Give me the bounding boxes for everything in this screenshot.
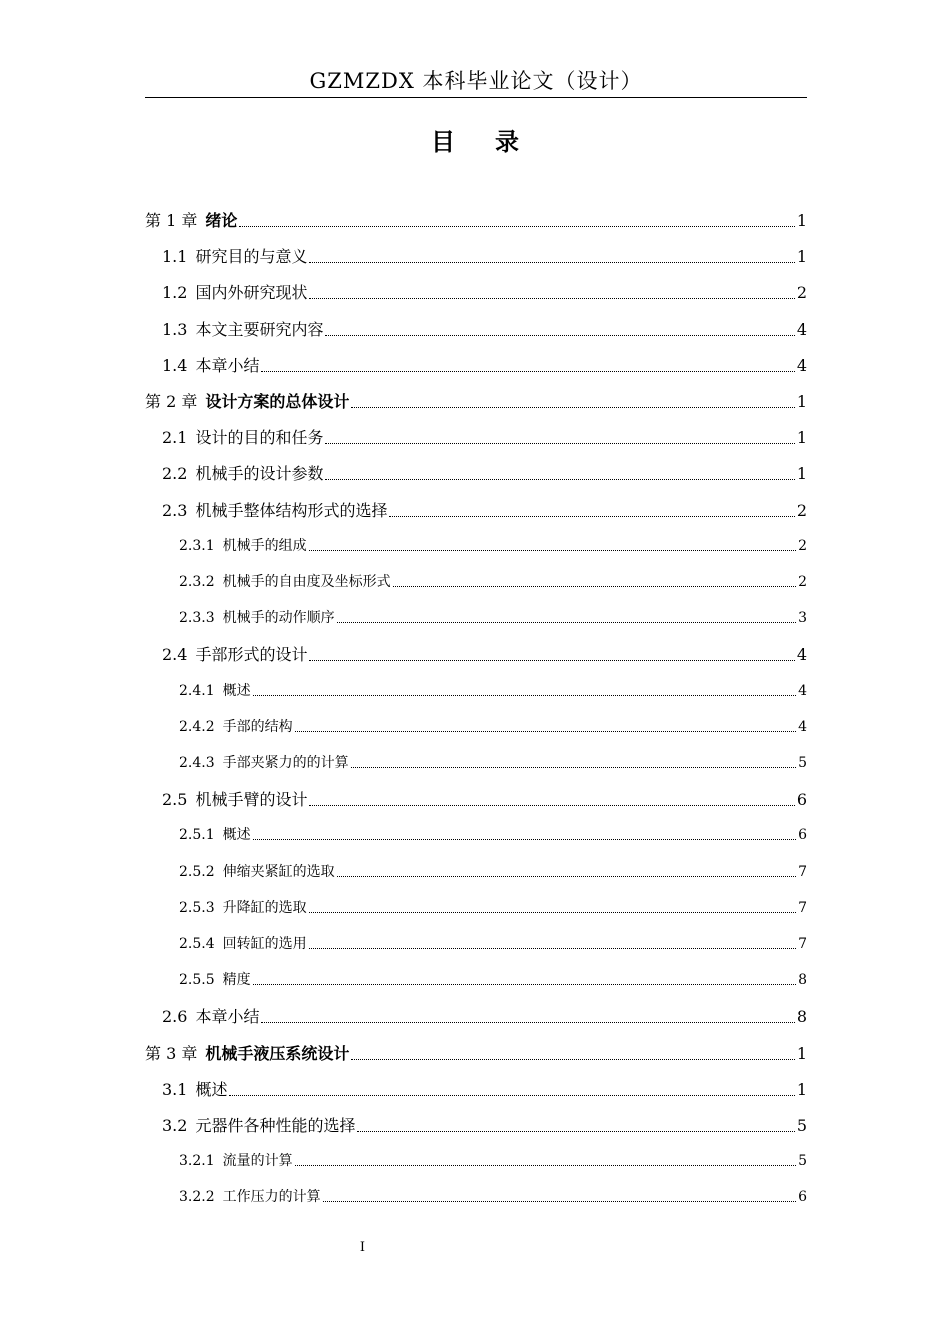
toc-entry[interactable] <box>145 898 807 918</box>
toc-entry-label: 机械手液压系统设计 <box>205 1043 350 1063</box>
toc-entry-label: 国内外研究现状 <box>195 283 308 303</box>
toc-entry-page: 8 <box>798 972 807 989</box>
dot-leader <box>351 1059 794 1060</box>
toc-entry-page: 5 <box>796 1116 807 1135</box>
dot-leader <box>309 912 796 913</box>
dot-leader <box>309 298 794 299</box>
toc-entry-number: 2.5.1 <box>179 827 215 844</box>
toc-entry-label: 机械手的设计参数 <box>195 464 324 484</box>
toc-entry-page: 7 <box>798 936 807 952</box>
toc-entry-page: 2 <box>798 574 807 590</box>
toc-entry-label: 本章小结 <box>195 1007 260 1027</box>
toc-entry-page: 1 <box>796 464 807 484</box>
toc-entry[interactable] <box>145 246 807 268</box>
toc-entry[interactable] <box>145 500 807 522</box>
dot-leader <box>337 876 796 877</box>
toc-entry-page: 7 <box>798 863 807 880</box>
dot-leader <box>309 660 794 661</box>
toc-entry-page: 6 <box>798 827 807 844</box>
toc-entry-page: 8 <box>796 1007 807 1027</box>
page-number: I <box>359 1240 366 1255</box>
dot-leader <box>309 262 794 263</box>
dot-leader <box>295 1165 796 1166</box>
dot-leader <box>309 805 794 806</box>
toc-entry-label: 本文主要研究内容 <box>195 319 324 339</box>
dot-leader <box>253 839 796 840</box>
toc-entry-label: 元器件各种性能的选择 <box>195 1116 356 1135</box>
toc-entry-label: 手部形式的设计 <box>195 645 308 665</box>
dot-leader <box>393 586 796 587</box>
toc-entry-page: 1 <box>796 392 807 411</box>
dot-leader <box>239 226 794 227</box>
toc-entry-page: 2 <box>798 537 807 554</box>
toc-entry[interactable] <box>145 210 807 232</box>
toc-entry-page: 4 <box>798 718 807 735</box>
header-rule <box>145 97 807 98</box>
toc-entry-page: 2 <box>796 283 807 303</box>
toc-title: 目录 <box>431 128 559 156</box>
dot-leader <box>351 407 794 408</box>
dot-leader <box>325 335 794 336</box>
toc-entry-number: 2.4.1 <box>179 682 215 699</box>
toc-entry-label: 机械手臂的设计 <box>195 790 308 810</box>
toc-entry[interactable] <box>145 970 807 990</box>
toc-entry-page: 2 <box>796 500 807 520</box>
toc-entry-label: 设计的目的和任务 <box>195 428 324 448</box>
toc-entry-number: 2.5.2 <box>179 863 215 880</box>
toc-entry-page: 6 <box>796 790 807 810</box>
toc-entry[interactable] <box>145 789 807 811</box>
toc-entry-label: 手部夹紧力的的计算 <box>222 755 349 771</box>
toc-entry[interactable] <box>145 862 807 882</box>
toc-entry[interactable] <box>145 536 807 556</box>
toc-entry[interactable] <box>145 681 807 701</box>
toc-entry-number: 2.5.5 <box>179 972 215 989</box>
toc-entry-page: 6 <box>798 1189 807 1206</box>
toc-entry[interactable] <box>145 427 807 449</box>
toc-entry-page: 3 <box>798 610 807 627</box>
toc-entry[interactable] <box>145 1187 807 1207</box>
toc-entry-number: 2.6 <box>162 1007 188 1027</box>
toc-entry[interactable] <box>145 608 807 628</box>
toc-entry-label: 研究目的与意义 <box>195 247 308 267</box>
dot-leader <box>325 443 794 444</box>
toc-entry-label: 伸缩夹紧缸的选取 <box>222 863 335 880</box>
toc-entry-label: 流量的计算 <box>222 1153 293 1170</box>
toc-entry-number: 2.2 <box>162 464 188 484</box>
dot-leader <box>337 622 796 623</box>
toc-entry-page: 4 <box>798 682 807 699</box>
dot-leader <box>295 731 796 732</box>
toc-entry-label: 设计方案的总体设计 <box>205 392 350 411</box>
toc-entry[interactable] <box>145 1115 807 1137</box>
toc-entry-number: 1.3 <box>162 319 188 339</box>
toc-entry-number: 3.2.1 <box>179 1153 215 1170</box>
dot-leader <box>325 479 794 480</box>
toc-entry[interactable] <box>145 1043 807 1065</box>
toc-entry-number: 3.2 <box>162 1116 188 1135</box>
toc-entry-label: 概述 <box>222 827 251 844</box>
dot-leader <box>229 1095 794 1096</box>
toc-entry-page: 5 <box>798 1153 807 1170</box>
toc-entry[interactable] <box>145 717 807 737</box>
toc-entry-label: 手部的结构 <box>222 718 293 735</box>
toc-entry-number: 1.4 <box>162 355 188 375</box>
dot-leader <box>357 1131 794 1132</box>
toc-entry[interactable] <box>145 391 807 413</box>
dot-leader <box>351 767 796 768</box>
toc-entry[interactable] <box>145 1006 807 1028</box>
running-header: GZMZDX 本科毕业论文（设计） <box>309 69 643 93</box>
toc-entry-number: 2.3 <box>162 500 188 520</box>
toc-entry[interactable] <box>145 282 807 304</box>
toc-entry[interactable] <box>145 463 807 485</box>
dot-leader <box>323 1201 796 1202</box>
toc-entry-number: 2.1 <box>162 428 188 448</box>
toc-entry-label: 回转缸的选用 <box>222 936 307 952</box>
toc-entry-number: 第 2 章 <box>145 392 198 411</box>
dot-leader <box>309 550 796 551</box>
toc-entry[interactable] <box>145 355 807 377</box>
toc-entry-label: 机械手的自由度及坐标形式 <box>222 574 391 590</box>
toc-entry[interactable] <box>145 319 807 341</box>
toc-entry-label: 概述 <box>222 682 251 699</box>
toc-entry-number: 第 1 章 <box>145 211 198 230</box>
toc-entry[interactable] <box>145 934 807 954</box>
toc-entry-page: 1 <box>796 1079 807 1099</box>
toc-entry-number: 3.2.2 <box>179 1189 215 1206</box>
toc-entry[interactable] <box>145 644 807 666</box>
toc-entry-number: 第 3 章 <box>145 1043 198 1063</box>
toc-entry-page: 4 <box>796 645 807 665</box>
toc-entry-label: 升降缸的选取 <box>222 899 307 916</box>
toc-entry-number: 3.1 <box>162 1079 188 1099</box>
toc-entry-page: 1 <box>796 1043 807 1063</box>
toc-entry-label: 精度 <box>222 972 251 989</box>
toc-entry-number: 1.1 <box>162 247 188 267</box>
toc-entry-number: 2.4.2 <box>179 718 215 735</box>
toc-entry-number: 2.3.1 <box>179 537 215 554</box>
dot-leader <box>261 1022 794 1023</box>
toc-entry[interactable] <box>145 753 807 773</box>
dot-leader <box>253 984 796 985</box>
toc-entry-page: 4 <box>796 319 807 339</box>
toc-entry[interactable] <box>145 1079 807 1101</box>
toc-entry-label: 机械手整体结构形式的选择 <box>195 500 388 520</box>
toc-entry[interactable] <box>145 1151 807 1171</box>
toc-entry-number: 2.5.3 <box>179 899 215 916</box>
toc-entry[interactable] <box>145 825 807 845</box>
toc-entry-number: 2.4 <box>162 645 188 665</box>
toc-entry[interactable] <box>145 572 807 592</box>
toc-entry-label: 绪论 <box>205 211 238 230</box>
toc-entry-page: 1 <box>796 428 807 448</box>
dot-leader <box>309 948 796 949</box>
toc-entry-number: 2.4.3 <box>179 755 215 771</box>
toc-entry-number: 2.3.3 <box>179 610 215 627</box>
toc-entry-number: 2.5.4 <box>179 936 215 952</box>
toc-entry-page: 4 <box>796 355 807 375</box>
toc-entry-page: 1 <box>796 211 807 230</box>
toc-entry-number: 2.3.2 <box>179 574 215 590</box>
toc-entry-page: 7 <box>798 899 807 916</box>
toc-entry-number: 2.5 <box>162 790 188 810</box>
toc-entry-page: 5 <box>798 755 807 771</box>
toc-entry-label: 概述 <box>195 1079 228 1099</box>
toc-entry-label: 机械手的组成 <box>222 537 307 554</box>
dot-leader <box>253 695 796 696</box>
dot-leader <box>389 516 794 517</box>
toc-entry-number: 1.2 <box>162 283 188 303</box>
toc-entry-label: 机械手的动作顺序 <box>222 610 335 627</box>
toc-entry-label: 工作压力的计算 <box>222 1189 321 1206</box>
dot-leader <box>261 371 794 372</box>
toc-entry-label: 本章小结 <box>195 355 260 375</box>
toc-entry-page: 1 <box>796 247 807 267</box>
